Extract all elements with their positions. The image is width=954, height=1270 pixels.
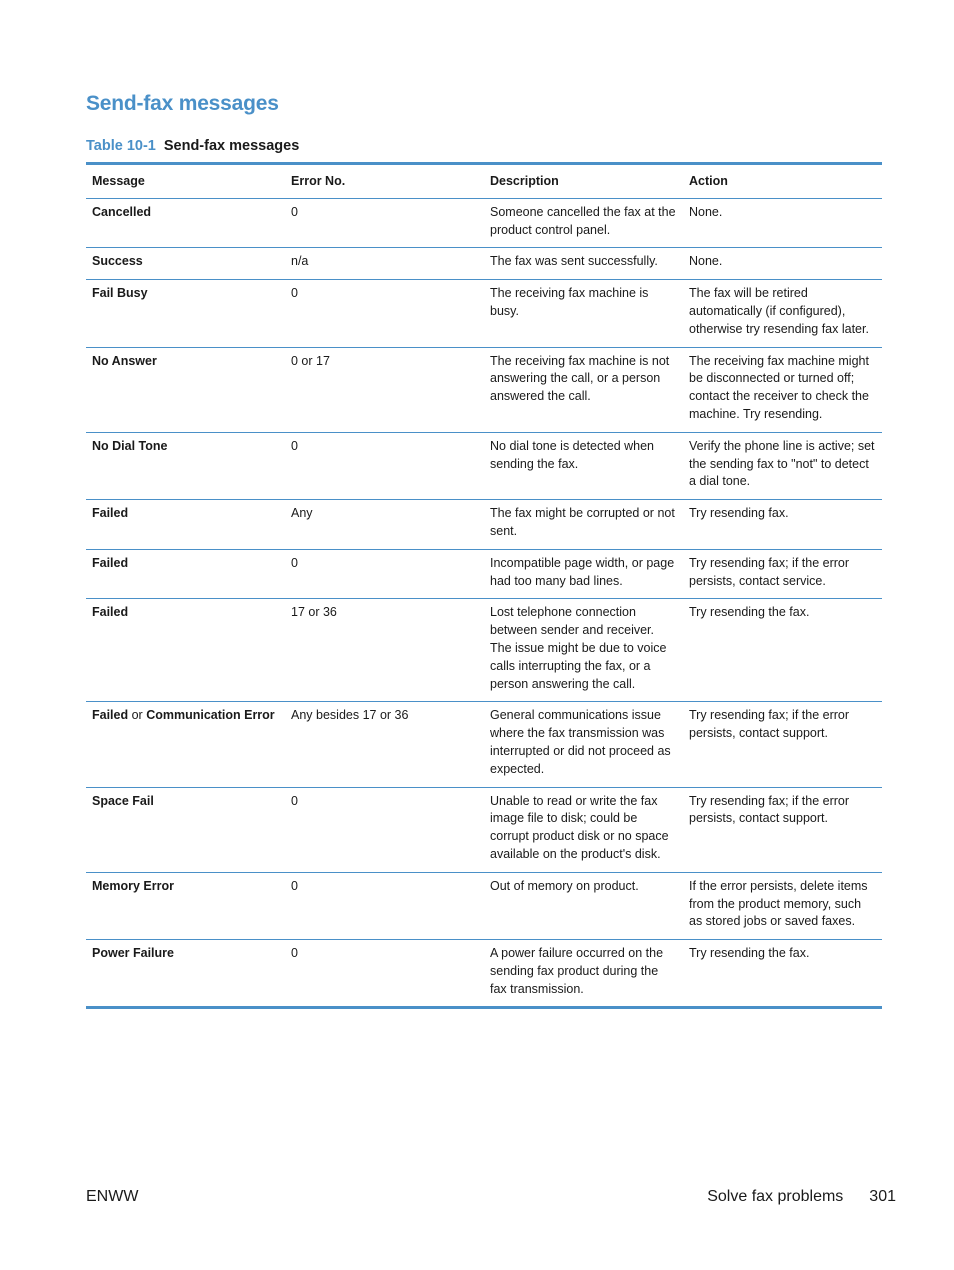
table-row (86, 940, 882, 1008)
table-caption (86, 138, 299, 154)
message-cell: Success (86, 248, 285, 280)
message-connector: or (128, 708, 147, 723)
message-cell: Failed (86, 549, 285, 599)
table-row (86, 702, 882, 787)
action-cell: None. (683, 248, 882, 280)
error-number-cell: Any (285, 500, 484, 550)
action-cell: Verify the phone line is active; set the sending fax to "not" to detect a dial tone. (683, 432, 882, 499)
message-cell: Failed (86, 599, 285, 702)
description-cell: Out of memory on product. (484, 872, 683, 939)
description-cell: A power failure occurred on the sending fax product during the fax transmission. (490, 946, 664, 996)
table-row (86, 432, 882, 499)
action-cell: The receiving fax machine might be disconnected or turned off; contact the receiver to check the machine. Try resending. (683, 347, 882, 432)
table-row (86, 280, 882, 347)
error-number-cell: 0 (285, 432, 484, 499)
description-cell: General communications issue where the fax transmission was interrupted or did not proceed as expected. (484, 702, 683, 787)
error-number-cell: 0 (285, 872, 484, 939)
table-header-row (86, 164, 882, 199)
error-number-cell: 0 (285, 549, 484, 599)
description-cell: Someone cancelled the fax at the product control panel. (484, 198, 683, 248)
action-cell: Try resending fax; if the error persists, contact support. (683, 702, 882, 787)
description-cell: The fax might be corrupted or not sent. (484, 500, 683, 550)
table-row (86, 500, 882, 550)
footer-section-title: Solve fax problems (707, 1188, 844, 1205)
message-cell: No Answer (86, 347, 285, 432)
table-row (86, 347, 882, 432)
footer-right (707, 1188, 896, 1206)
description-cell: The fax was sent successfully. (484, 248, 683, 280)
table-caption-title: Send-fax messages (163, 138, 300, 154)
table-row (86, 549, 882, 599)
message-cell: Fail Busy (86, 280, 285, 347)
message-cell: Memory Error (86, 872, 285, 939)
footer-doc-code: ENWW (86, 1188, 139, 1205)
error-number-cell: 0 or 17 (285, 347, 484, 432)
message-cell: Power Failure (92, 946, 174, 961)
send-fax-messages-table (86, 162, 882, 1009)
description-cell: No dial tone is detected when sending the fax. (484, 432, 683, 499)
error-number-cell: 0 (285, 787, 484, 872)
page-heading: Send-fax messages (86, 92, 279, 115)
error-number-cell: Any besides 17 or 36 (285, 702, 484, 787)
message-part: Failed (92, 708, 129, 723)
column-header-description: Description (484, 164, 683, 199)
action-cell: Try resending fax; if the error persists, contact service. (683, 549, 882, 599)
error-number-cell: 0 (285, 280, 484, 347)
message-cell: Failed (86, 500, 285, 550)
table-row (86, 248, 882, 280)
action-cell: None. (683, 198, 882, 248)
action-cell: Try resending the fax. (689, 946, 810, 961)
action-cell: Try resending the fax. (683, 599, 882, 702)
error-number-cell: n/a (285, 248, 484, 280)
description-cell: The receiving fax machine is busy. (484, 280, 683, 347)
column-header-action: Action (683, 164, 882, 199)
table-row (86, 872, 882, 939)
table-caption-number: Table 10-1 (86, 138, 156, 154)
error-number-cell: 0 (285, 198, 484, 248)
message-cell: Cancelled (86, 198, 285, 248)
message-part: Communication Error (146, 708, 275, 723)
table-row (86, 787, 882, 872)
message-cell: No Dial Tone (86, 432, 285, 499)
table-row (86, 198, 882, 248)
error-number-cell: 0 (291, 946, 298, 961)
table-row (86, 599, 882, 702)
action-cell: Try resending fax; if the error persists, contact support. (683, 787, 882, 872)
description-cell: Incompatible page width, or page had too many bad lines. (484, 549, 683, 599)
page-number: 301 (869, 1188, 896, 1205)
column-header-error-no: Error No. (285, 164, 484, 199)
description-cell: Unable to read or write the fax image file to disk; could be corrupt product disk or no space available on the product's disk. (484, 787, 683, 872)
column-header-message: Message (86, 164, 285, 199)
action-cell: If the error persists, delete items from the product memory, such as stored jobs or saved faxes. (683, 872, 882, 939)
message-cell (86, 702, 285, 787)
action-cell: Try resending fax. (683, 500, 882, 550)
description-cell: The receiving fax machine is not answering the call, or a person answered the call. (484, 347, 683, 432)
message-cell: Space Fail (86, 787, 285, 872)
action-cell: The fax will be retired automatically (if configured), otherwise try resending fax later. (683, 280, 882, 347)
description-cell: Lost telephone connection between sender and receiver. The issue might be due to voice calls interrupting the fax, or a person answering the call. (484, 599, 683, 702)
error-number-cell: 17 or 36 (285, 599, 484, 702)
